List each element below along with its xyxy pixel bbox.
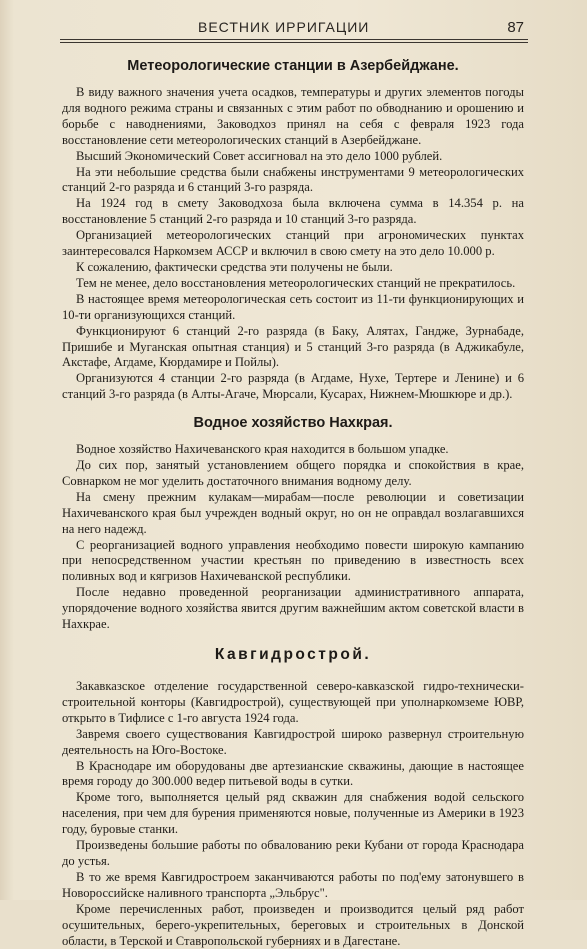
- paragraph: На 1924 год в смету Заководхоза была включена сумма в 14.354 р. на восстановление 5 станций 2-го разряда и 10 станций 3-го разряда.: [62, 196, 524, 227]
- paragraph: Закавказское отделение государственной северо-кавказской гидро-технически-строительной конторы (Кавгидрострой), существующей при уполнаркомземе ЮВР, открыто в Тифлисе с 1-го августа 1924 года.: [62, 679, 524, 725]
- paragraph: Кроме того, выполняется целый ряд скважин для снабжения водой сельского населения, при чем для бурения применяются новые, полученные из Америки в 1923 году, буровые станки.: [62, 790, 524, 837]
- section-title: Метеорологические станции в Азербейджане.: [127, 58, 459, 74]
- paragraph: Произведены большие работы по обвалованию реки Кубани от города Краснодара до устья.: [62, 838, 524, 868]
- paragraph: На смену прежним кулакам—мирабам—после революции и советизации Нахичеванского края был учрежден водный округ, но он не оправдал возлагавшихся на него надежд.: [62, 489, 524, 536]
- paragraph: В настоящее время метеорологическая сеть состоит из 11-ти функционирующих и 10-ти организующихся станций.: [62, 291, 524, 322]
- paragraph: Организацией метеорологических станций при агрономических пунктах заинтересовался Наркомзем АССР и включил в свою смету на это дело 10.000 р.: [62, 228, 524, 259]
- paragraph: Тем не менее, дело восстановления метеорологических станций не прекратилось.: [76, 275, 516, 290]
- running-header: [0, 0, 587, 44]
- section-kavgidrostroi: [62, 645, 524, 949]
- paragraph: Завремя своего существования Кавгидрострой широко развернул строительную деятельность на Юго-Востоке.: [62, 726, 524, 757]
- paragraph: Организуются 4 станции 2-го разряда (в Агдаме, Нухе, Тертере и Ленине) и 6 станций 3-го разряда (в Алты-Агаче, Мюрсали, Кусарах, Нижнем-Мюшкюре и др.).: [62, 371, 524, 402]
- paragraph: Кроме перечисленных работ, произведен и производится целый ряд работ осушительных, берего-укрепительных, береговых и строительных в Донской области, в Терской и Ставропольской губерниях и в Дагестане.: [62, 901, 524, 948]
- paragraph: Высший Экономический Совет ассигновал на это дело 1000 рублей.: [76, 148, 443, 163]
- article-body: [62, 52, 524, 949]
- paragraph: До сих пор, занятый установлением общего порядка и спокойствия в крае, Совнарком не мог уделить достаточного внимания водному делу.: [62, 458, 524, 488]
- section-nakhkrai-water: [62, 413, 524, 633]
- section-title: Водное хозяйство Нахкрая.: [193, 415, 393, 432]
- paragraph: К сожалению, фактически средства эти получены не были.: [76, 259, 393, 274]
- paragraph: В Краснодаре им оборудованы две артезианские скважины, дающие в настоящее время городу до 300.000 ведер питьевой воды в сутки.: [62, 758, 524, 789]
- page-number: 87: [507, 19, 524, 36]
- paragraph: После недавно проведенной реорганизации административного аппарата, упорядочение водного хозяйства явится другим важнейшим актом советской власти в Нахкрае.: [62, 585, 524, 632]
- header-rule: [60, 39, 528, 40]
- paragraph: В виду важного значения учета осадков, температуры и других элементов погоды для водного режима страны и связанных с этим работ по обводнанию и орошению и борьбе с наводнениями, Заководхоз принял на себя с февраля 1923 года восстановление сети метеорологических станций в Азербейджане.: [62, 85, 524, 147]
- section-meteorological-stations: [62, 56, 524, 403]
- paragraph: Функционируют 6 станций 2-го разряда (в Баку, Алятах, Гандже, Зурнабаде, Пришибе и Муганская опытная станция) и 5 станций 3-го разряда (в Аджикабуле, Акстафе, Агдаме, Кюрдамире и Пойлы).: [62, 323, 524, 370]
- journal-title: ВЕСТНИК ИРРИГАЦИИ: [198, 19, 370, 35]
- paragraph: Водное хозяйство Нахичеванского края находится в большом упадке.: [76, 442, 449, 457]
- header-rule-thin: [60, 42, 528, 43]
- paragraph: На эти небольшие средства были снабжены инструментами 9 метеорологических станций 2-го разряда и 6 станций 3-го разряда.: [62, 164, 524, 195]
- paragraph: В то же время Кавгидростроем заканчиваются работы по под'ему затонувшего в Новороссийске наливного транспорта „Эльбрус".: [62, 869, 524, 900]
- section-title: Кавгидрострой.: [214, 646, 372, 663]
- paragraph: С реорганизацией водного управления необходимо повести широкую кампанию при непосредственном участии крестьян по приведению в известность всех поливных вод и кягризов Нахичеванской республики.: [62, 537, 524, 584]
